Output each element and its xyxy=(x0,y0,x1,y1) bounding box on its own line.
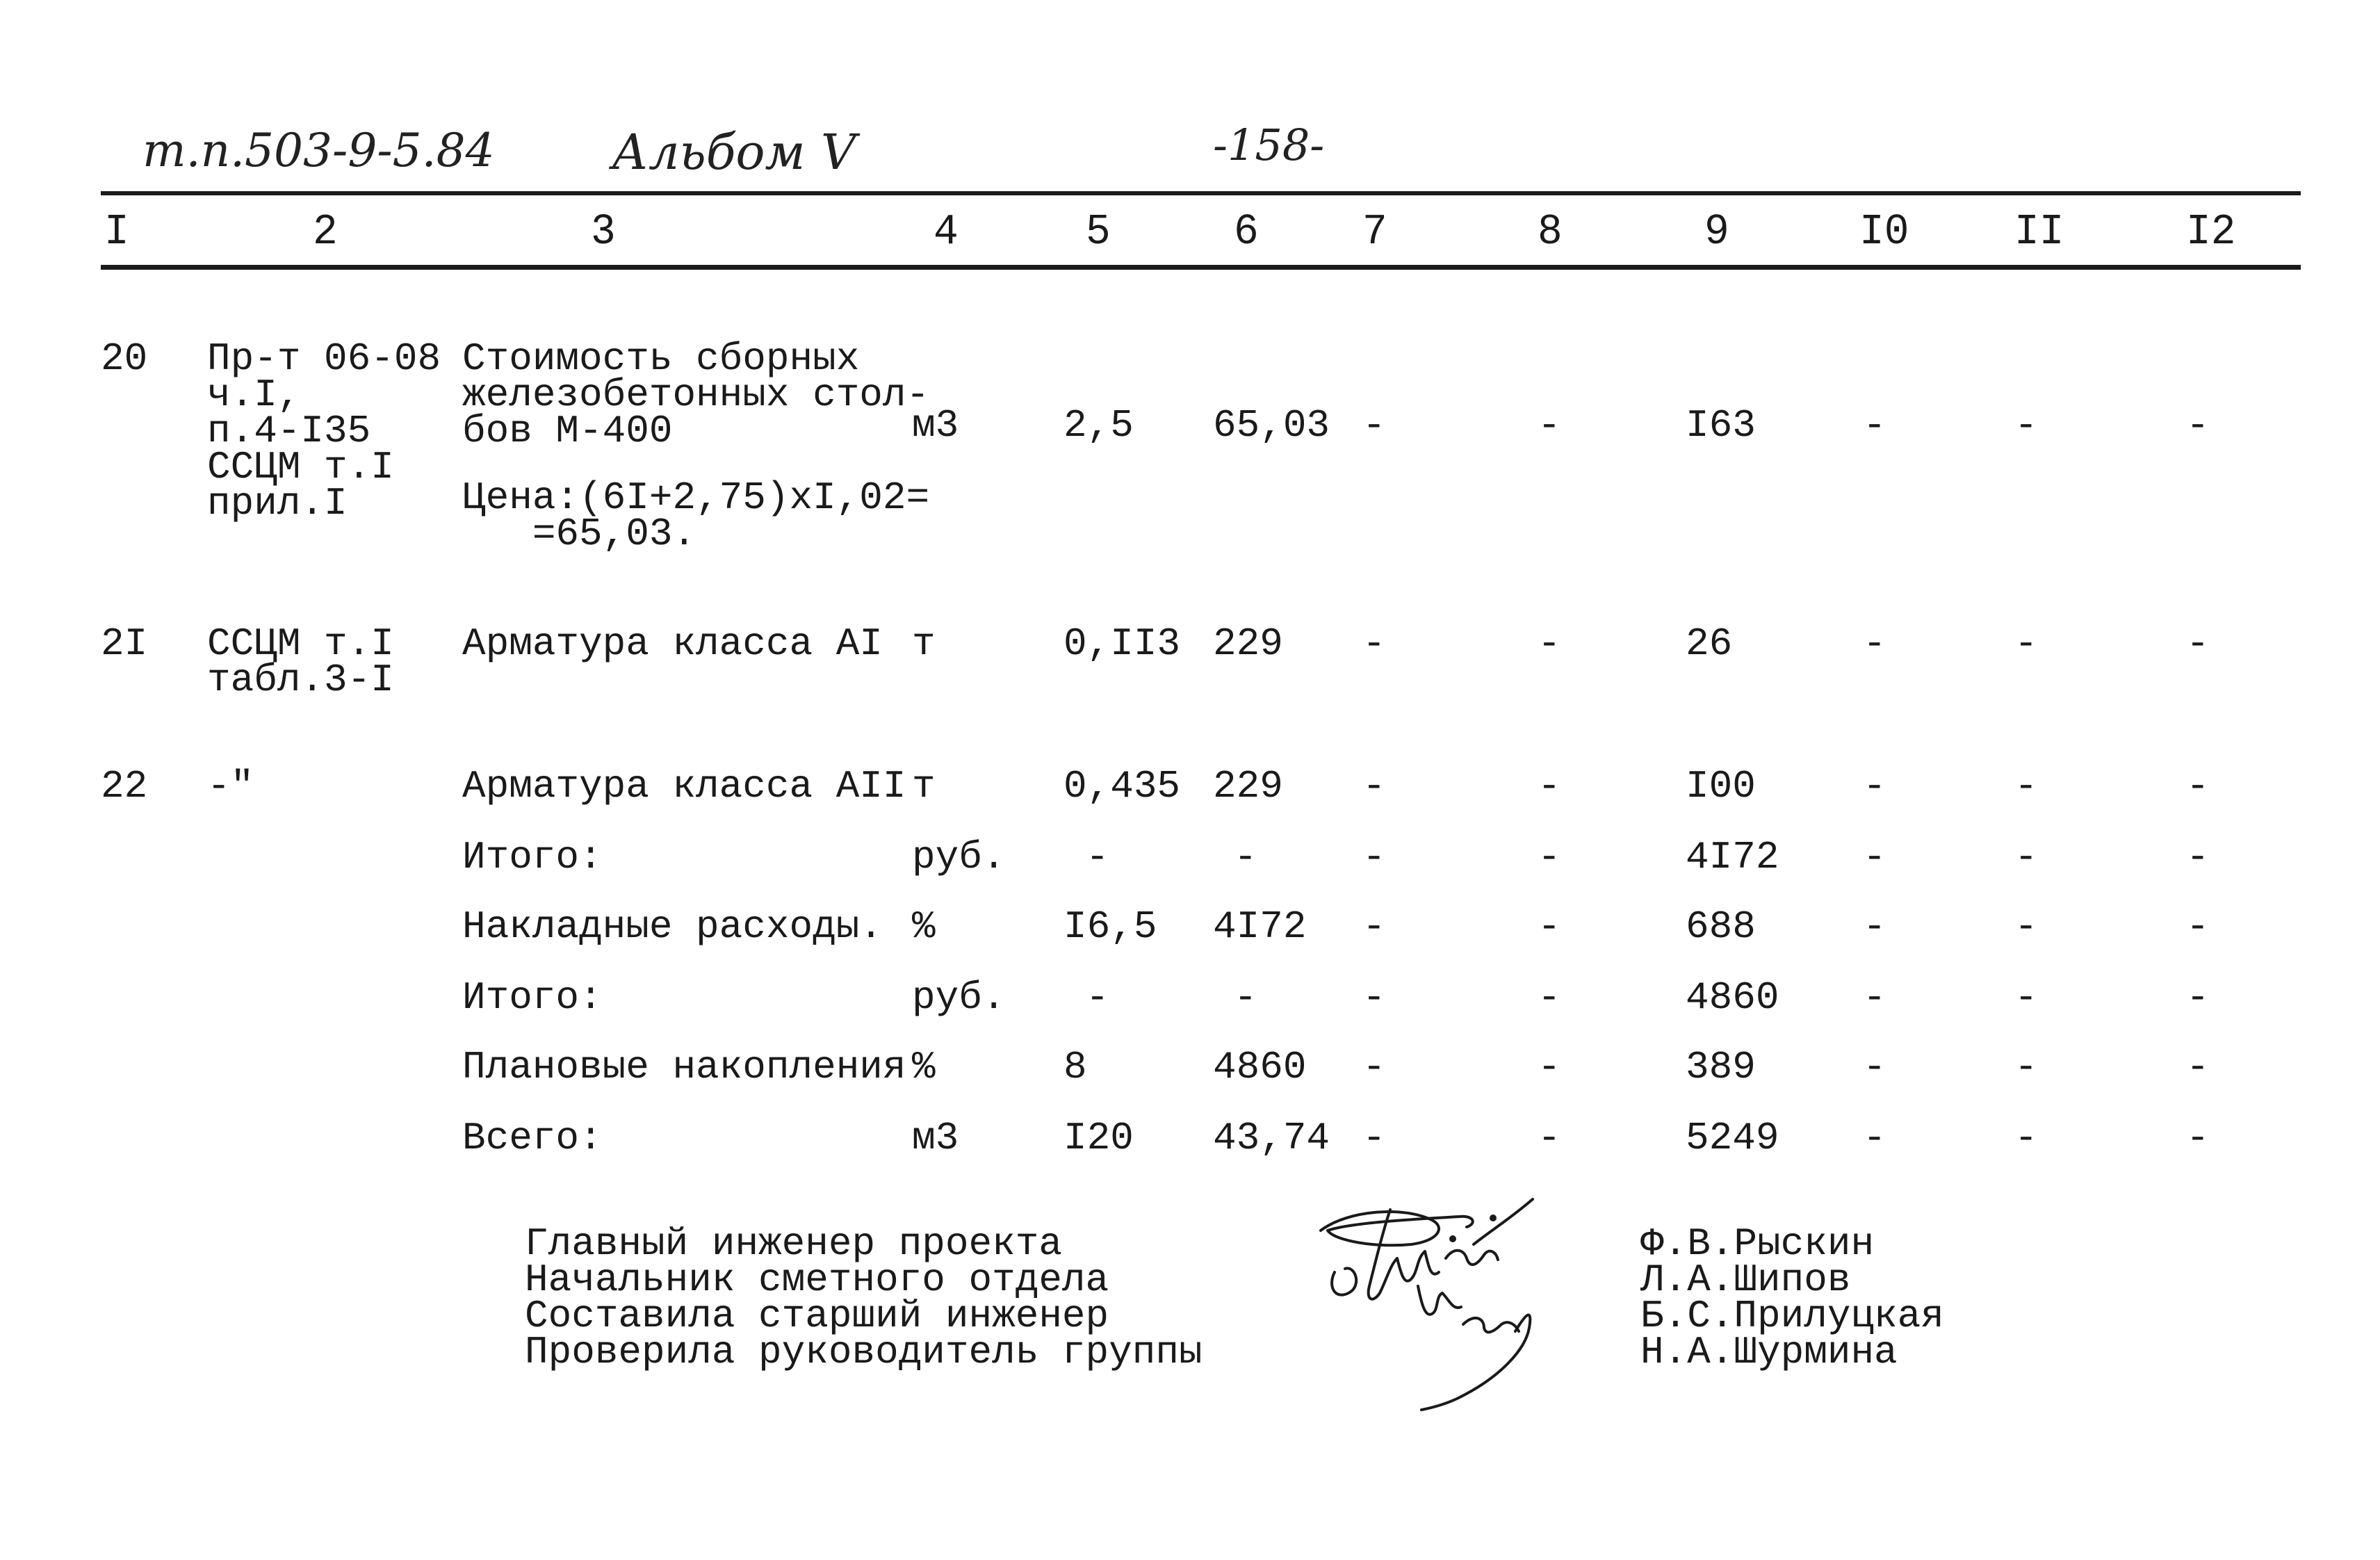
row-unit: руб. xyxy=(912,975,1006,1020)
row-number: 2I xyxy=(101,621,148,666)
row-col8: - xyxy=(1538,764,1561,809)
handwritten-signatures xyxy=(1307,1182,1627,1460)
row-price: 4860 xyxy=(1213,1045,1307,1089)
row-col12: - xyxy=(2186,835,2210,879)
row-name: Плановые накопления xyxy=(462,1045,906,1089)
row-total: 5249 xyxy=(1686,1116,1779,1160)
row-col7: - xyxy=(1362,1116,1386,1160)
row-qty: 2,5 xyxy=(1063,403,1134,448)
row-qty: I20 xyxy=(1063,1116,1134,1160)
row-source: Пр-т 06-08 ч.I, п.4-I35 ССЦМ т.I прил.I xyxy=(207,336,441,526)
row-qty: I6,5 xyxy=(1063,904,1157,949)
row-col8: - xyxy=(1538,621,1561,666)
row-col12: - xyxy=(2186,621,2210,666)
album-label: Альбом V xyxy=(612,124,856,181)
col-header-5: 5 xyxy=(1086,207,1111,257)
row-col11: - xyxy=(2014,835,2038,879)
row-col10: - xyxy=(1863,1116,1886,1160)
row-col11: - xyxy=(2014,1045,2038,1089)
row-name: Арматура класса АII xyxy=(462,764,906,809)
row-total: 4I72 xyxy=(1686,835,1779,879)
row-col11: - xyxy=(2014,904,2038,949)
row-col8: - xyxy=(1538,403,1561,448)
row-col12: - xyxy=(2186,403,2210,448)
row-unit: м3 xyxy=(912,403,959,448)
row-qty: - xyxy=(1086,975,1109,1020)
row-name: Накладные расходы. xyxy=(462,904,883,949)
row-unit: % xyxy=(912,904,936,949)
row-col7: - xyxy=(1362,904,1386,949)
row-price: 4I72 xyxy=(1213,904,1307,949)
col-header-2: 2 xyxy=(313,207,338,257)
row-source: -" xyxy=(207,764,254,809)
row-col11: - xyxy=(2014,975,2038,1020)
row-col8: - xyxy=(1538,1116,1561,1160)
row-total: 389 xyxy=(1686,1045,1756,1089)
col-header-3: 3 xyxy=(591,207,616,257)
row-name: Итого: xyxy=(462,835,603,879)
col-header-1: I xyxy=(104,207,129,257)
col-header-6: 6 xyxy=(1234,207,1259,257)
row-col11: - xyxy=(2014,1116,2038,1160)
row-total: I63 xyxy=(1686,403,1756,448)
row-unit: т xyxy=(912,621,936,666)
row-price: 43,74 xyxy=(1213,1116,1330,1160)
row-col7: - xyxy=(1362,403,1386,448)
row-price-note: Цена:(6I+2,75)xI,02= =65,03. xyxy=(462,476,930,556)
row-col7: - xyxy=(1362,835,1386,879)
row-number: 22 xyxy=(101,764,148,809)
row-name: Стоимость сборных железобетонных стол- бов М-400 xyxy=(462,336,930,453)
row-unit: м3 xyxy=(912,1116,959,1160)
row-qty: 0,435 xyxy=(1063,764,1181,809)
row-qty: 0,II3 xyxy=(1063,621,1181,666)
row-col10: - xyxy=(1863,1045,1886,1089)
col-header-7: 7 xyxy=(1362,207,1387,257)
row-col10: - xyxy=(1863,835,1886,879)
row-col10: - xyxy=(1863,904,1886,949)
document-code: т.п.503-9-5.84 xyxy=(142,124,495,177)
row-total: 688 xyxy=(1686,904,1756,949)
row-col8: - xyxy=(1538,904,1561,949)
row-unit: руб. xyxy=(912,835,1006,879)
row-col10: - xyxy=(1863,403,1886,448)
row-col11: - xyxy=(2014,621,2038,666)
row-col8: - xyxy=(1538,975,1561,1020)
signatory-titles: Главный инженер проекта Начальник сметного отдела Составила старший инженер Проверила руководитель группы xyxy=(525,1221,1203,1374)
row-col12: - xyxy=(2186,975,2210,1020)
row-price: 65,03 xyxy=(1213,403,1330,448)
row-col12: - xyxy=(2186,904,2210,949)
col-header-10: I0 xyxy=(1859,207,1909,257)
row-col7: - xyxy=(1362,975,1386,1020)
row-col12: - xyxy=(2186,764,2210,809)
row-price: 229 xyxy=(1213,621,1283,666)
row-total: 4860 xyxy=(1686,975,1779,1020)
row-price: - xyxy=(1234,975,1257,1020)
row-col11: - xyxy=(2014,403,2038,448)
row-col7: - xyxy=(1362,1045,1386,1089)
row-qty: - xyxy=(1086,835,1109,879)
row-name: Всего: xyxy=(462,1116,603,1160)
row-total: I00 xyxy=(1686,764,1756,809)
row-source: ССЦМ т.I табл.3-I xyxy=(207,621,394,702)
row-col12: - xyxy=(2186,1045,2210,1089)
row-price: - xyxy=(1234,835,1257,879)
row-name: Арматура класса АI xyxy=(462,621,883,666)
row-price: 229 xyxy=(1213,764,1283,809)
row-col11: - xyxy=(2014,764,2038,809)
page-number: -158- xyxy=(1213,120,1325,170)
col-header-11: II xyxy=(2014,207,2064,257)
col-header-4: 4 xyxy=(934,207,959,257)
col-header-8: 8 xyxy=(1538,207,1563,257)
row-unit: % xyxy=(912,1045,936,1089)
row-col7: - xyxy=(1362,764,1386,809)
row-col10: - xyxy=(1863,621,1886,666)
row-number: 20 xyxy=(101,336,148,381)
row-unit: т xyxy=(912,764,936,809)
row-col10: - xyxy=(1863,975,1886,1020)
row-col8: - xyxy=(1538,835,1561,879)
row-col10: - xyxy=(1863,764,1886,809)
row-total: 26 xyxy=(1686,621,1733,666)
row-col7: - xyxy=(1362,621,1386,666)
row-name: Итого: xyxy=(462,975,603,1020)
row-col12: - xyxy=(2186,1116,2210,1160)
col-header-12: I2 xyxy=(2186,207,2236,257)
signatory-names: Ф.В.Рыскин Л.А.Шипов Б.С.Прилуцкая Н.А.Шурмина xyxy=(1640,1221,1944,1374)
row-qty: 8 xyxy=(1063,1045,1087,1089)
header-bottom-rule xyxy=(101,265,2301,270)
row-col8: - xyxy=(1538,1045,1561,1089)
col-header-9: 9 xyxy=(1704,207,1729,257)
header-top-rule xyxy=(101,191,2301,195)
